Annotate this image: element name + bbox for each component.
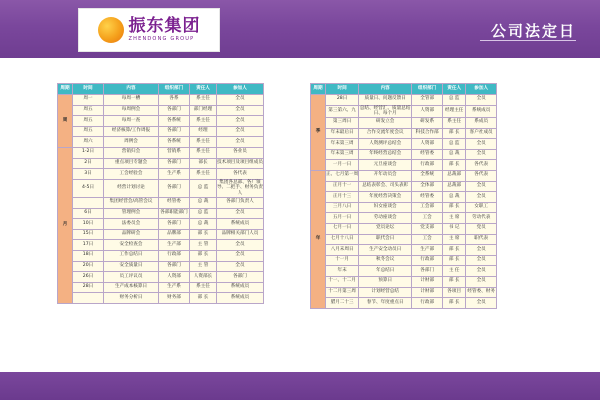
right-header-content: 内容 <box>359 84 412 95</box>
left-time-cell <box>73 197 104 208</box>
left-dept-cell: 各部职能部门 <box>159 208 190 219</box>
left-time-cell: 26日 <box>73 272 104 283</box>
right-header-row <box>311 84 497 95</box>
left-content-cell: 每周一查 <box>104 116 159 127</box>
left-join-cell: 系统成员 <box>217 282 264 293</box>
table-row <box>311 139 497 150</box>
table-row <box>311 160 497 171</box>
left-join-cell: 各部门负责人 <box>217 197 264 208</box>
table-row <box>311 234 497 245</box>
right-owner-cell: 主 任 <box>443 266 466 277</box>
left-time-cell: 18日 <box>73 250 104 261</box>
left-dept-cell: 各系统 <box>159 116 190 127</box>
right-content-cell: 年度经营决策会 <box>359 192 412 203</box>
right-dept-cell: 经管委 <box>412 149 443 160</box>
left-header-dept: 组织部门 <box>159 84 190 95</box>
right-dept-cell: 工会 <box>412 234 443 245</box>
right-time-cell: 正、七月第一周 <box>326 171 359 182</box>
right-join-cell: 全员 <box>466 255 497 266</box>
table-row <box>311 287 497 298</box>
left-table-head <box>58 84 264 95</box>
right-time-cell: 三月八日 <box>326 202 359 213</box>
left-content-cell: 品牌研会 <box>104 229 159 240</box>
right-content-cell: 生产安全动员日 <box>359 245 412 256</box>
left-header-period: 周期 <box>58 84 73 95</box>
left-content-cell: 安全检查会 <box>104 240 159 251</box>
left-header-join: 参加人 <box>217 84 264 95</box>
left-time-cell: 4-5日 <box>73 179 104 197</box>
right-time-cell: 七月十八日 <box>326 234 359 245</box>
right-owner-cell: 总 裁 <box>443 149 466 160</box>
right-content-cell: 年总结日 <box>359 266 412 277</box>
logo-english-name: ZHENDONG GROUP <box>128 36 195 42</box>
right-dept-cell: 计财部 <box>412 276 443 287</box>
right-dept-cell: 科技合作部 <box>412 128 443 139</box>
left-time-cell: 3日 <box>73 169 104 180</box>
table-row <box>58 126 264 137</box>
right-join-cell: 全员 <box>466 245 497 256</box>
left-content-cell: 周例会 <box>104 137 159 148</box>
table-row <box>58 229 264 240</box>
left-owner-cell: 系主任 <box>190 147 217 158</box>
right-schedule-table <box>310 83 497 309</box>
right-owner-cell: 书 记 <box>443 224 466 235</box>
left-join-cell: 各部门 <box>217 272 264 283</box>
right-owner-cell: 主 席 <box>443 234 466 245</box>
right-content-cell: 计划经营总结 <box>359 287 412 298</box>
left-table-body <box>58 95 264 304</box>
left-content-cell: 法委员会 <box>104 219 159 230</box>
left-owner-cell: 部 长 <box>190 250 217 261</box>
right-dept-cell: 工会部 <box>412 202 443 213</box>
left-time-cell: 28日 <box>73 282 104 293</box>
left-dept-cell: 各部门 <box>159 126 190 137</box>
right-content-cell: 质量日、问题反馈日 <box>359 95 412 106</box>
right-owner-cell: 主 席 <box>443 213 466 224</box>
left-owner-cell: 系主任 <box>190 95 217 106</box>
left-time-cell: 1-2日 <box>73 147 104 158</box>
left-time-cell: 周五 <box>73 126 104 137</box>
right-time-cell: 正月十三 <box>326 192 359 203</box>
right-header-join: 参加人 <box>466 84 497 95</box>
right-join-cell: 全员 <box>466 298 497 309</box>
table-row <box>58 293 264 304</box>
left-content-cell: 财务分析日 <box>104 293 159 304</box>
right-join-cell: 经管委、财务 <box>466 287 497 298</box>
left-time-cell: 周五 <box>73 116 104 127</box>
right-owner-cell: 部 长 <box>443 276 466 287</box>
left-dept-cell: 各部门 <box>159 261 190 272</box>
right-dept-cell: 全管部 <box>412 95 443 106</box>
right-owner-cell: 部 长 <box>443 128 466 139</box>
right-owner-cell: 部 长 <box>443 255 466 266</box>
right-header-owner: 责任人 <box>443 84 466 95</box>
left-owner-cell: 主 管 <box>190 240 217 251</box>
table-row <box>58 179 264 197</box>
left-join-cell: 全员 <box>217 137 264 148</box>
right-owner-cell: 总裁部 <box>443 181 466 192</box>
right-header-dept: 组织部门 <box>412 84 443 95</box>
right-join-cell: 党员 <box>466 224 497 235</box>
left-join-cell: 全员 <box>217 208 264 219</box>
right-time-cell: 年末第三周 <box>326 149 359 160</box>
left-owner-cell: 部 长 <box>190 229 217 240</box>
left-content-cell: 工作总结日 <box>104 250 159 261</box>
right-owner-cell: 部 长 <box>443 245 466 256</box>
left-owner-cell: 部 长 <box>190 293 217 304</box>
left-time-cell: 6日 <box>73 208 104 219</box>
right-dept-cell: 行政部 <box>412 298 443 309</box>
left-dept-cell: 人资部 <box>159 272 190 283</box>
right-time-cell: 腊月二十三 <box>326 298 359 309</box>
right-time-cell: 十二月第三周 <box>326 287 359 298</box>
logo-chinese-name: 振东集团 <box>128 16 201 36</box>
left-owner-cell: 系主任 <box>190 282 217 293</box>
right-owner-cell: 各项目 <box>443 287 466 298</box>
page-title: 公司法定日 <box>490 22 576 40</box>
left-time-cell: 2日 <box>73 158 104 169</box>
right-content-cell: 预算日 <box>359 276 412 287</box>
left-dept-cell: 财务部 <box>159 293 190 304</box>
left-time-cell: 周五 <box>73 105 104 116</box>
table-row <box>311 105 497 117</box>
left-header-owner: 责任人 <box>190 84 217 95</box>
right-dept-cell: 研发系 <box>412 118 443 129</box>
left-owner-cell: 部长 <box>190 158 217 169</box>
title-underline <box>480 40 576 41</box>
right-dept-cell: 人资部 <box>412 139 443 150</box>
left-time-cell: 15日 <box>73 229 104 240</box>
left-join-cell: 技术项目及项目组成员 <box>217 158 264 169</box>
right-join-cell: 各代表 <box>466 171 497 182</box>
right-dept-cell: 全体部 <box>412 181 443 192</box>
table-row <box>311 298 497 309</box>
right-period-cell: 季 <box>311 95 326 171</box>
table-row <box>58 105 264 116</box>
left-period-cell: 周 <box>58 95 73 148</box>
table-row <box>58 147 264 158</box>
left-content-cell: 经济核算/工作周报 <box>104 126 159 137</box>
right-time-cell: 第三周日 <box>326 118 359 129</box>
left-content-cell: 管理例会 <box>104 208 159 219</box>
right-join-cell: 全员 <box>466 276 497 287</box>
left-content-cell: 员工评议员 <box>104 272 159 283</box>
left-owner-cell: 主 管 <box>190 261 217 272</box>
table-row <box>58 208 264 219</box>
company-logo <box>78 8 220 52</box>
left-join-cell: 品牌相关部门人员 <box>217 229 264 240</box>
right-dept-cell: 各部门 <box>412 266 443 277</box>
right-owner-cell: 部 长 <box>443 298 466 309</box>
left-join-cell: 系统成员 <box>217 219 264 230</box>
right-owner-cell: 部 长 <box>443 202 466 213</box>
right-period-cell: 年 <box>311 171 326 309</box>
left-join-cell: 各业员 <box>217 147 264 158</box>
left-period-cell: 月 <box>58 147 73 303</box>
table-row <box>311 192 497 203</box>
right-owner-cell: 系主任 <box>443 118 466 129</box>
right-dept-cell: 行政部 <box>412 255 443 266</box>
left-owner-cell: 人资部长 <box>190 272 217 283</box>
right-time-cell: 第三第六、九 <box>326 105 359 117</box>
table-row <box>58 240 264 251</box>
right-dept-cell: 生产部 <box>412 245 443 256</box>
left-content-cell: 重点项目专题会 <box>104 158 159 169</box>
table-row <box>311 266 497 277</box>
table-row <box>311 181 497 192</box>
right-owner-cell: 总 监 <box>443 95 466 106</box>
left-owner-cell: 总 监 <box>190 208 217 219</box>
right-join-cell: 系统成员 <box>466 105 497 117</box>
right-join-cell: 全员 <box>466 149 497 160</box>
right-owner-cell: 经理主任 <box>443 105 466 117</box>
table-row <box>58 272 264 283</box>
left-schedule-table <box>57 83 264 304</box>
left-dept-cell: 生产系 <box>159 169 190 180</box>
table-row <box>311 202 497 213</box>
table-row <box>311 276 497 287</box>
table-row <box>58 169 264 180</box>
table-row <box>311 245 497 256</box>
table-row <box>311 213 497 224</box>
right-join-cell: 劳动代表 <box>466 213 497 224</box>
table-row <box>58 261 264 272</box>
right-join-cell: 客户社成员 <box>466 128 497 139</box>
right-header-time: 时间 <box>326 84 359 95</box>
left-dept-cell: 各部门 <box>159 179 190 197</box>
table-row <box>58 250 264 261</box>
table-row <box>311 149 497 160</box>
left-owner-cell: 系主任 <box>190 169 217 180</box>
right-join-cell: 全员 <box>466 139 497 150</box>
right-owner-cell: 部 长 <box>443 160 466 171</box>
content-area <box>0 58 600 372</box>
right-table-body <box>311 95 497 309</box>
right-content-cell: 春节、年度重点日 <box>359 298 412 309</box>
left-content-cell: 每周一槽 <box>104 95 159 106</box>
table-row <box>58 197 264 208</box>
right-join-cell: 女职工 <box>466 202 497 213</box>
right-content-cell: 秋冬会议 <box>359 255 412 266</box>
logo-text-block <box>129 18 201 42</box>
left-time-cell: 周六 <box>73 137 104 148</box>
right-content-cell: 人资测评总结会 <box>359 139 412 150</box>
right-dept-cell: 人资部 <box>412 105 443 117</box>
right-content-cell: 职代会日 <box>359 234 412 245</box>
right-time-cell: 年末 <box>326 266 359 277</box>
left-owner-cell: 总 裁 <box>190 197 217 208</box>
right-content-cell: 年终经营总结会 <box>359 149 412 160</box>
right-content-cell: 研发立会 <box>359 118 412 129</box>
right-content-cell: 开年动员会 <box>359 171 412 182</box>
left-dept-cell: 经管委 <box>159 197 190 208</box>
left-owner-cell: 总 监 <box>190 179 217 197</box>
right-join-cell: 全员 <box>466 266 497 277</box>
flame-icon <box>98 17 124 43</box>
right-time-cell: 八月末周日 <box>326 245 359 256</box>
left-header-row <box>58 84 264 95</box>
left-content-cell: 经营计划讨论 <box>104 179 159 197</box>
left-time-cell <box>73 293 104 304</box>
right-dept-cell: 全系统 <box>412 171 443 182</box>
right-time-cell: 年末第三周 <box>326 139 359 150</box>
right-dept-cell: 工会 <box>412 213 443 224</box>
right-join-cell: 全员 <box>466 181 497 192</box>
left-dept-cell: 行政部 <box>159 250 190 261</box>
left-dept-cell: 各系统 <box>159 137 190 148</box>
left-join-cell: 系统成员 <box>217 293 264 304</box>
right-join-cell: 全员 <box>466 192 497 203</box>
left-dept-cell: 各系 <box>159 95 190 106</box>
right-time-cell: 正月十一 <box>326 181 359 192</box>
right-owner-cell: 总裁部 <box>443 171 466 182</box>
right-time-cell: 七月一日 <box>326 224 359 235</box>
left-time-cell: 10日 <box>73 219 104 230</box>
table-row <box>311 118 497 129</box>
left-join-cell: 全员 <box>217 95 264 106</box>
left-content-cell: 安全质量日 <box>104 261 159 272</box>
right-join-cell: 各代表 <box>466 160 497 171</box>
right-header-period: 周期 <box>311 84 326 95</box>
left-dept-cell: 各部门 <box>159 158 190 169</box>
table-row <box>58 116 264 127</box>
table-row <box>311 255 497 266</box>
left-dept-cell: 各部门 <box>159 105 190 116</box>
right-content-cell: 党员论坛 <box>359 224 412 235</box>
left-content-cell: 集团经营会/高管会议 <box>104 197 159 208</box>
right-join-cell: 全员 <box>466 95 497 106</box>
left-owner-cell: 总 裁 <box>190 219 217 230</box>
table-row <box>311 128 497 139</box>
right-time-cell: 十一、十二月 <box>326 276 359 287</box>
left-dept-cell: 各部门 <box>159 219 190 230</box>
right-join-cell: 职代表 <box>466 234 497 245</box>
left-content-cell: 每周例会 <box>104 105 159 116</box>
right-dept-cell: 经管委 <box>412 192 443 203</box>
left-owner-cell: 经理 <box>190 126 217 137</box>
left-content-cell: 工会经验会 <box>104 169 159 180</box>
table-row <box>58 219 264 230</box>
left-join-cell: 全员 <box>217 105 264 116</box>
left-time-cell: 20日 <box>73 261 104 272</box>
left-join-cell: 集团各总部、各厂领导、二把手、财务负责人 <box>217 179 263 197</box>
left-owner-cell: 系主任 <box>190 137 217 148</box>
left-join-cell: 全员 <box>217 261 264 272</box>
right-schedule-table-wrap <box>310 83 497 309</box>
table-row <box>58 95 264 106</box>
right-time-cell: 五月一日 <box>326 213 359 224</box>
table-row <box>311 224 497 235</box>
right-content-cell: 总结、经营汇、质量总结日、每个月 <box>359 105 411 117</box>
right-time-cell: 一月一日 <box>326 160 359 171</box>
footer-bar <box>0 372 600 400</box>
right-owner-cell: 总 监 <box>443 139 466 150</box>
right-owner-cell: 总 裁 <box>443 192 466 203</box>
left-time-cell: 周一 <box>73 95 104 106</box>
left-owner-cell: 系主任 <box>190 116 217 127</box>
right-content-cell: 元旦座谈会 <box>359 160 412 171</box>
left-content-cell: 生产成本核算日 <box>104 282 159 293</box>
left-header-time: 时间 <box>73 84 104 95</box>
left-dept-cell: 生产部 <box>159 240 190 251</box>
left-join-cell: 各代表 <box>217 169 264 180</box>
left-time-cell: 17日 <box>73 240 104 251</box>
left-dept-cell: 品牌部 <box>159 229 190 240</box>
left-join-cell: 全员 <box>217 116 264 127</box>
table-row <box>58 282 264 293</box>
left-dept-cell: 营销系 <box>159 147 190 158</box>
right-content-cell: 妇女座谈会 <box>359 202 412 213</box>
table-row <box>311 171 497 182</box>
right-time-cell: 十一月 <box>326 255 359 266</box>
table-row <box>58 137 264 148</box>
left-dept-cell: 生产系 <box>159 282 190 293</box>
right-dept-cell: 行政部 <box>412 160 443 171</box>
table-row <box>311 95 497 106</box>
left-join-cell: 全员 <box>217 240 264 251</box>
right-content-cell: 劳动座谈会 <box>359 213 412 224</box>
left-header-content: 内容 <box>104 84 159 95</box>
right-content-cell: 总结表彰会、司头表彰 <box>359 181 412 192</box>
banner-inner <box>0 0 600 58</box>
table-row <box>58 158 264 169</box>
left-join-cell: 全员 <box>217 126 264 137</box>
left-owner-cell: 部门经理 <box>190 105 217 116</box>
right-time-cell: 28日 <box>326 95 359 106</box>
left-join-cell: 全员 <box>217 250 264 261</box>
right-table-head <box>311 84 497 95</box>
header-banner <box>0 0 600 58</box>
right-time-cell: 年末最后日 <box>326 128 359 139</box>
left-schedule-table-wrap <box>57 83 264 304</box>
right-dept-cell: 计财部 <box>412 287 443 298</box>
left-content-cell: 营销归会 <box>104 147 159 158</box>
right-content-cell: 合作交流年度会议 <box>359 128 412 139</box>
right-join-cell: 系成员 <box>466 118 497 129</box>
right-dept-cell: 党支部 <box>412 224 443 235</box>
